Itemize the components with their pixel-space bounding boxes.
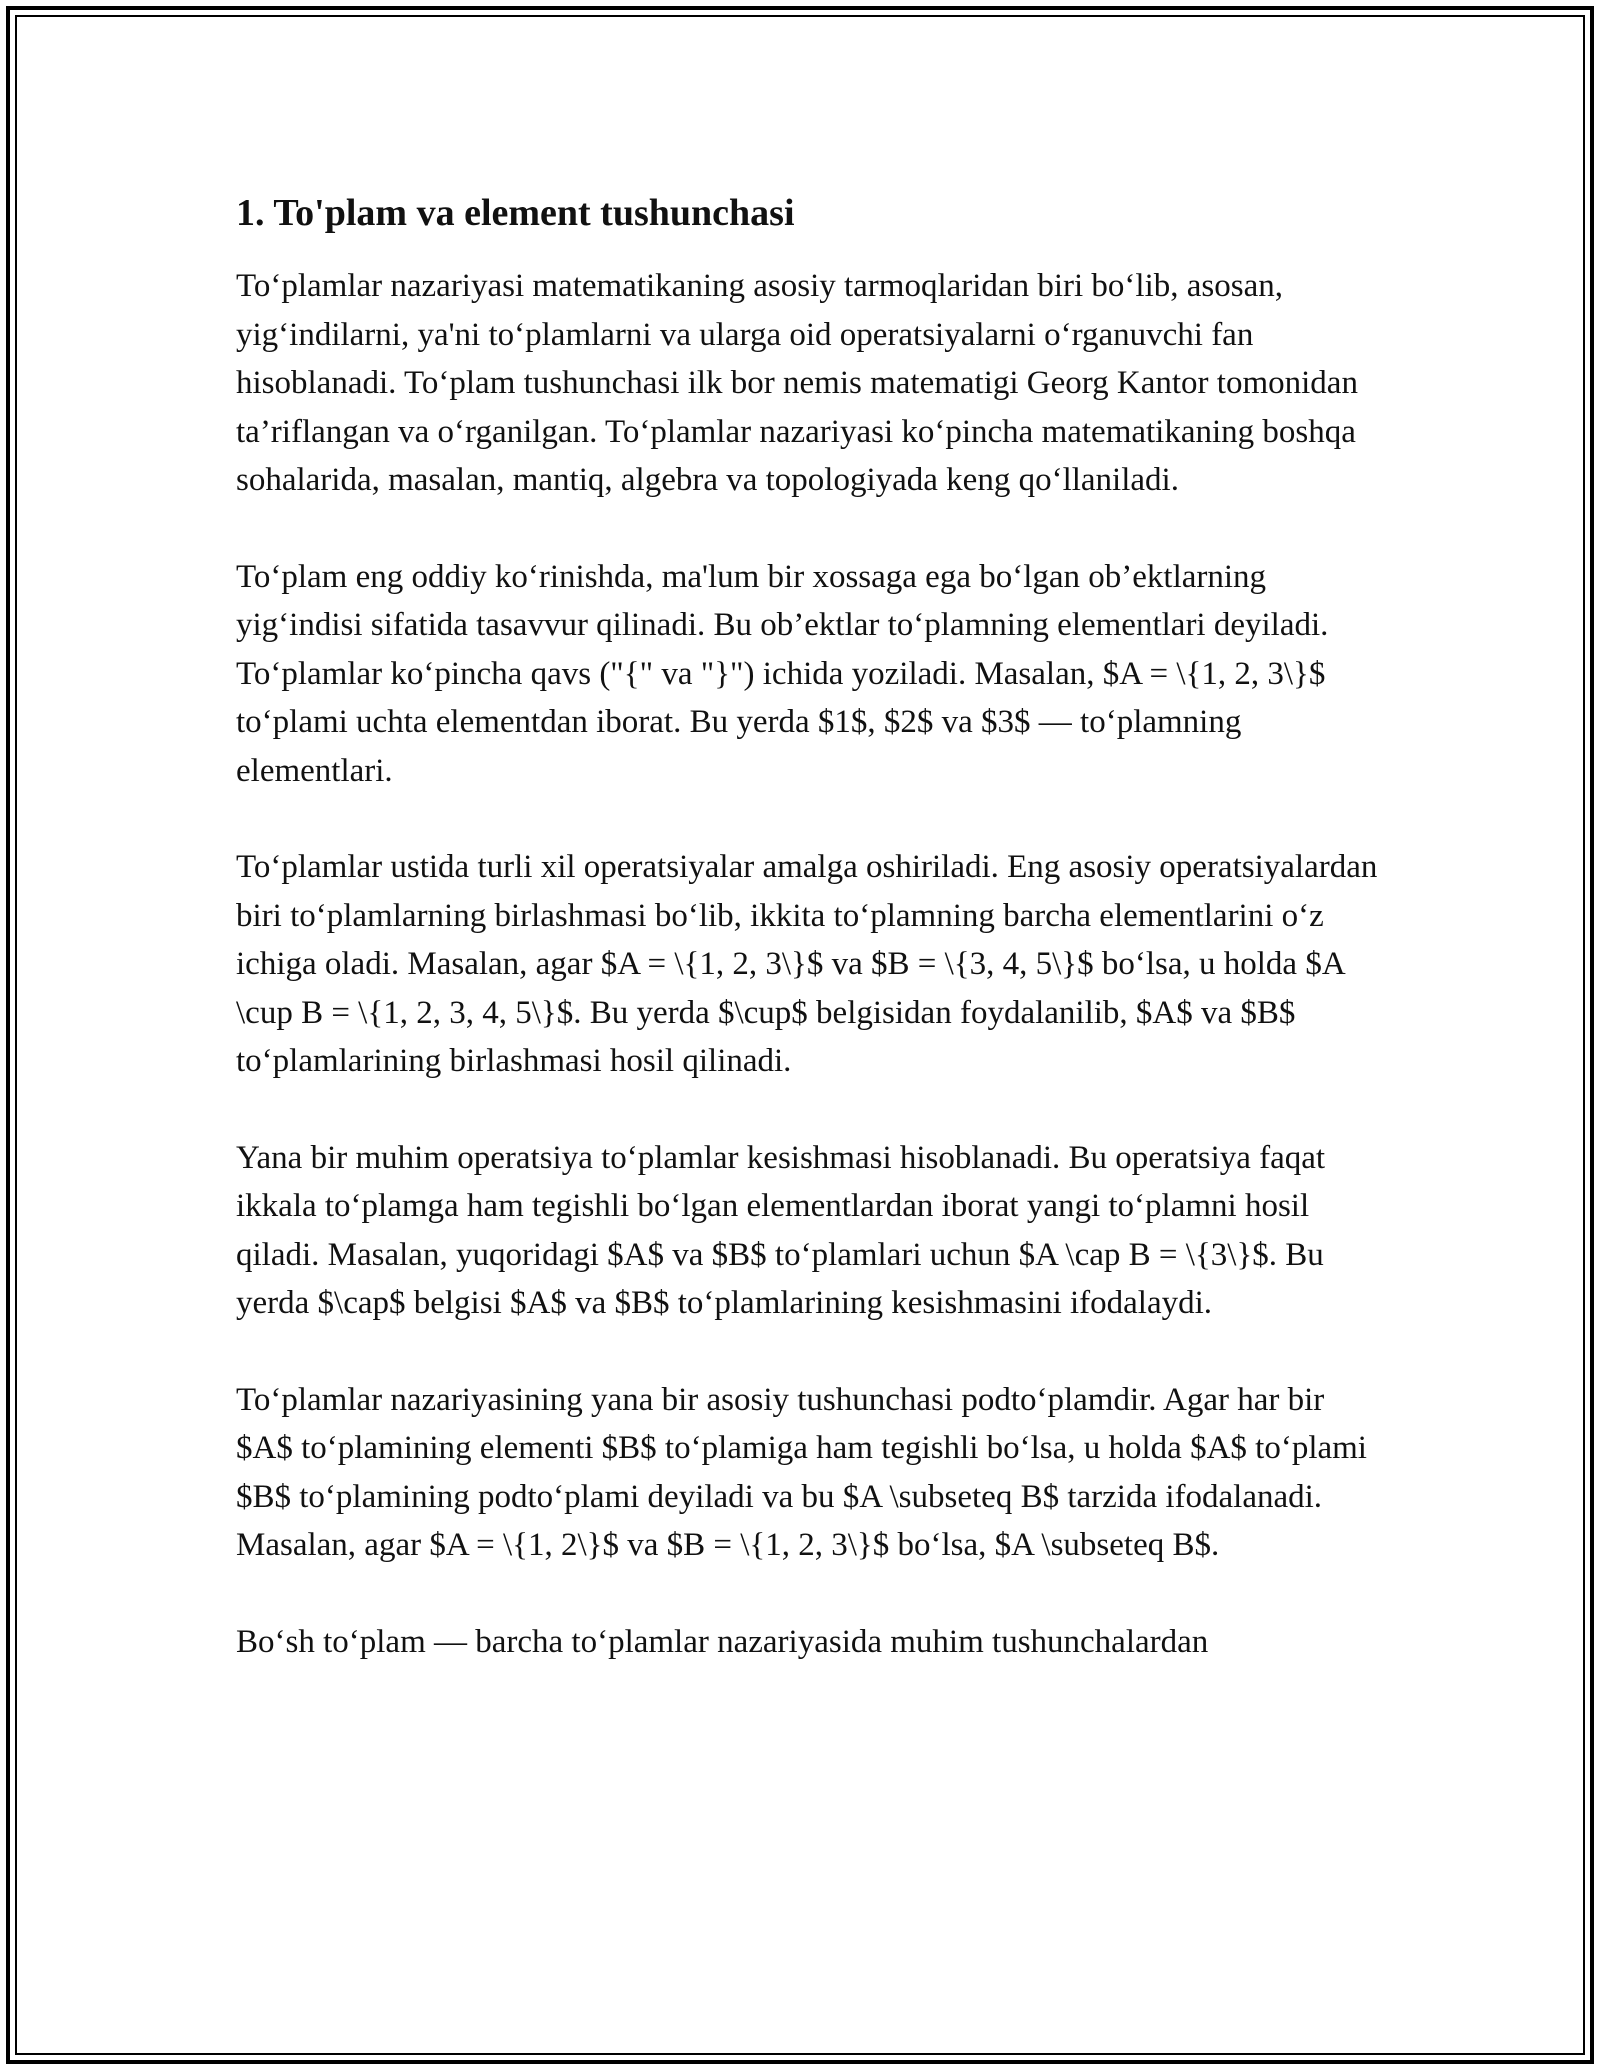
- paragraph-subset: To‘plamlar nazariyasining yana bir asosiy tushunchasi podto‘plamdir. Agar har bir $A$ to‘plamining elementi $B$ to‘plamiga ham tegishli bo‘lsa, u holda $A$ to‘plami $B$ to‘plamining podto‘plami deyiladi va bu $A \subseteq B$ tarzida ifodalanadi. Masalan, agar $A = \{1, 2\}$ va $B = \{1, 2, 3\}$ bo‘lsa, $A \subseteq B$.: [236, 1381, 1367, 1563]
- paragraph-set-definition: To‘plam eng oddiy ko‘rinishda, ma'lum bir xossaga ega bo‘lgan ob’ektlarning yig‘indisi sifatida tasavvur qilinadi. Bu ob’ektlar to‘plamning elementlari deyiladi. To‘plamlar ko‘pincha qavs ("{" va "}") ichida yoziladi. Masalan, $A = \{1, 2, 3\}$ to‘plami uchta elementdan iborat. Bu yerda $1$, $2$ va $3$ — to‘plamning elementlari.: [236, 558, 1329, 789]
- paragraph-intro: To‘plamlar nazariyasi matematikaning asosiy tarmoqlaridan biri bo‘lib, asosan, yig‘indilarni, ya'ni to‘plamlarni va ularga oid operatsiyalarni o‘rganuvchi fan hisoblanadi. To‘plam tushunchasi ilk bor nemis matematigi Georg Kantor tomonidan ta’riflangan va o‘rganilgan. To‘plamlar nazariyasi ko‘pincha matematikaning boshqa sohalarida, masalan, mantiq, algebra va topologiyada keng qo‘llaniladi.: [236, 268, 1358, 498]
- paragraph-union: To‘plamlar ustida turli xil operatsiyalar amalga oshiriladi. Eng asosiy operatsiyalardan biri to‘plamlarning birlashmasi bo‘lib, ikkita to‘plamning barcha elementlarini o‘z ichiga oladi. Masalan, agar $A = \{1, 2, 3\}$ va $B = \{3, 4, 5\}$ bo‘lsa, u holda $A \cup B = \{1, 2, 3, 4, 5\}$. Bu yerda $\cup$ belgisidan foydalanilib, $A$ va $B$ to‘plamlarining birlashmasi hosil qilinadi.: [236, 849, 1378, 1079]
- paragraph-empty-set: Bo‘sh to‘plam — barcha to‘plamlar nazariyasida muhim tushunchalardan: [236, 1623, 1209, 1660]
- document-body: [236, 186, 1386, 1714]
- paragraph-intersection: Yana bir muhim operatsiya to‘plamlar kesishmasi hisoblanadi. Bu operatsiya faqat ikkala to‘plamga ham tegishli bo‘lgan elementlardan iborat yangi to‘plamni hosil qiladi. Masalan, yuqoridagi $A$ va $B$ to‘plamlari uchun $A \cap B = \{3\}$. Bu yerda $\cap$ belgisi $A$ va $B$ to‘plamlarining kesishmasini ifodalaydi.: [236, 1139, 1326, 1321]
- section-heading: 1. To'plam va element tushunchasi: [236, 192, 795, 234]
